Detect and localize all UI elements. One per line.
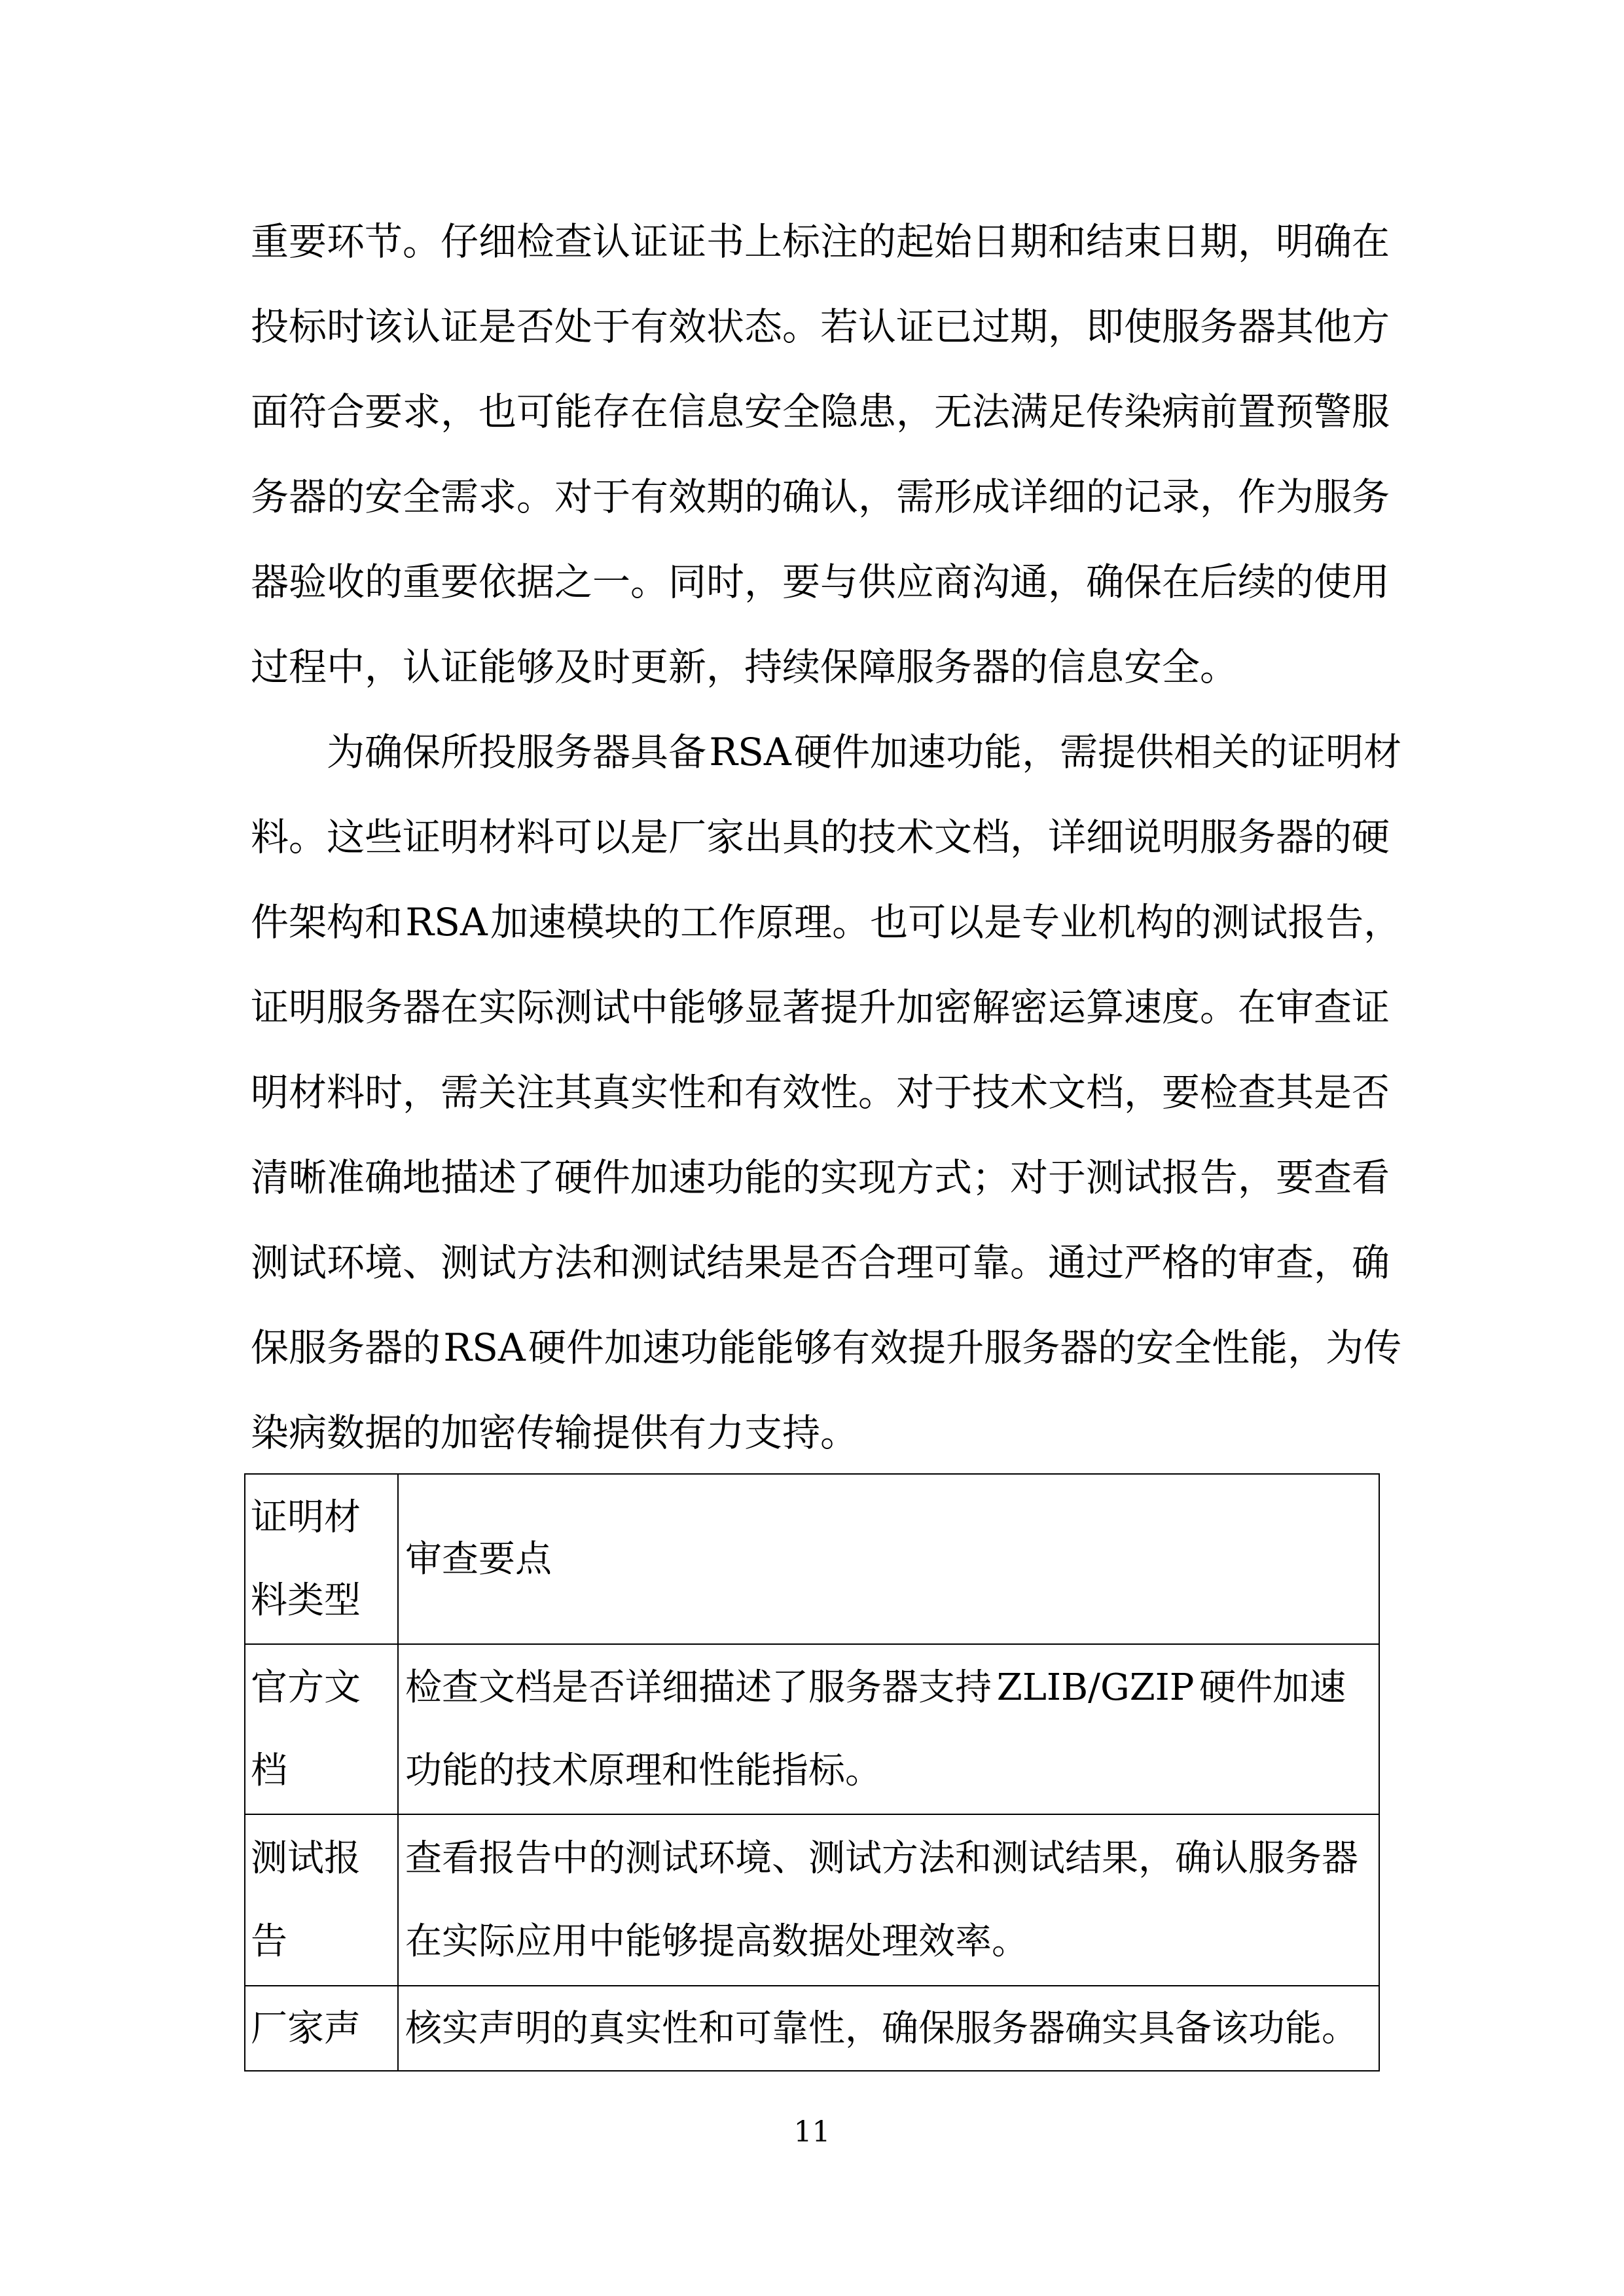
text-line: 证明服务器在实际测试中能够显著提升加密解密运算速度。在审查证 — [251, 985, 1390, 1030]
text-line: 清晰准确地描述了硬件加速功能的实现方式；对于测试报告，要查看 — [251, 1155, 1390, 1200]
table-row — [245, 1644, 1379, 1814]
cell-review-point: 核实声明的真实性和可靠性，确保服务器确实具备该功能。 — [398, 1986, 1379, 2071]
text-line: 重要环节。仔细检查认证证书上标注的起始日期和结束日期，明确在 — [251, 219, 1390, 264]
text-line: 染病数据的加密传输提供有力支持。 — [251, 1410, 859, 1455]
cell-review-point: 查看报告中的测试环境、测试方法和测试结果，确认服务器在实际应用中能够提高数据处理效率。 — [398, 1814, 1379, 1986]
header-cell-material-type: 证明材料类型 — [245, 1474, 398, 1644]
document-body — [251, 199, 1402, 1475]
text-line: 器验收的重要依据之一。同时，要与供应商沟通，确保在后续的使用 — [251, 560, 1390, 604]
cell-review-point: 检查文档是否详细描述了服务器支持 ZLIB/GZIP 硬件加速功能的技术原理和性能指标。 — [398, 1644, 1379, 1814]
cell-material-type: 厂家声 — [245, 1986, 398, 2071]
text-line: 保服务器的 RSA 硬件加速功能能够有效提升服务器的安全性能，为传 — [251, 1325, 1402, 1370]
text-line: 务器的安全需求。对于有效期的确认，需形成详细的记录，作为服务 — [251, 475, 1390, 519]
review-points-table — [244, 1473, 1380, 2072]
text-line: 测试环境、测试方法和测试结果是否合理可靠。通过严格的审查，确 — [251, 1240, 1390, 1285]
text-line: 投标时该认证是否处于有效状态。若认证已过期，即使服务器其他方 — [251, 304, 1390, 349]
text-line: 过程中，认证能够及时更新，持续保障服务器的信息安全。 — [251, 645, 1238, 689]
header-cell-review-point: 审查要点 — [398, 1474, 1379, 1644]
table-header-row — [245, 1474, 1379, 1644]
page-number: 11 — [793, 2115, 831, 2149]
table-row — [245, 1986, 1379, 2071]
cell-material-type: 官方文档 — [245, 1644, 398, 1814]
cell-material-type: 测试报告 — [245, 1814, 398, 1986]
text-line: 料。这些证明材料可以是厂家出具的技术文档，详细说明服务器的硬 — [251, 815, 1390, 859]
table-row — [245, 1814, 1379, 1986]
text-line: 件架构和 RSA 加速模块的工作原理。也可以是专业机构的测试报告， — [251, 900, 1402, 944]
text-line: 为确保所投服务器具备 RSA 硬件加速功能，需提供相关的证明材 — [327, 730, 1402, 774]
text-line: 明材料时，需关注其真实性和有效性。对于技术文档，要检查其是否 — [251, 1070, 1390, 1115]
text-line: 面符合要求，也可能存在信息安全隐患，无法满足传染病前置预警服 — [251, 389, 1390, 434]
